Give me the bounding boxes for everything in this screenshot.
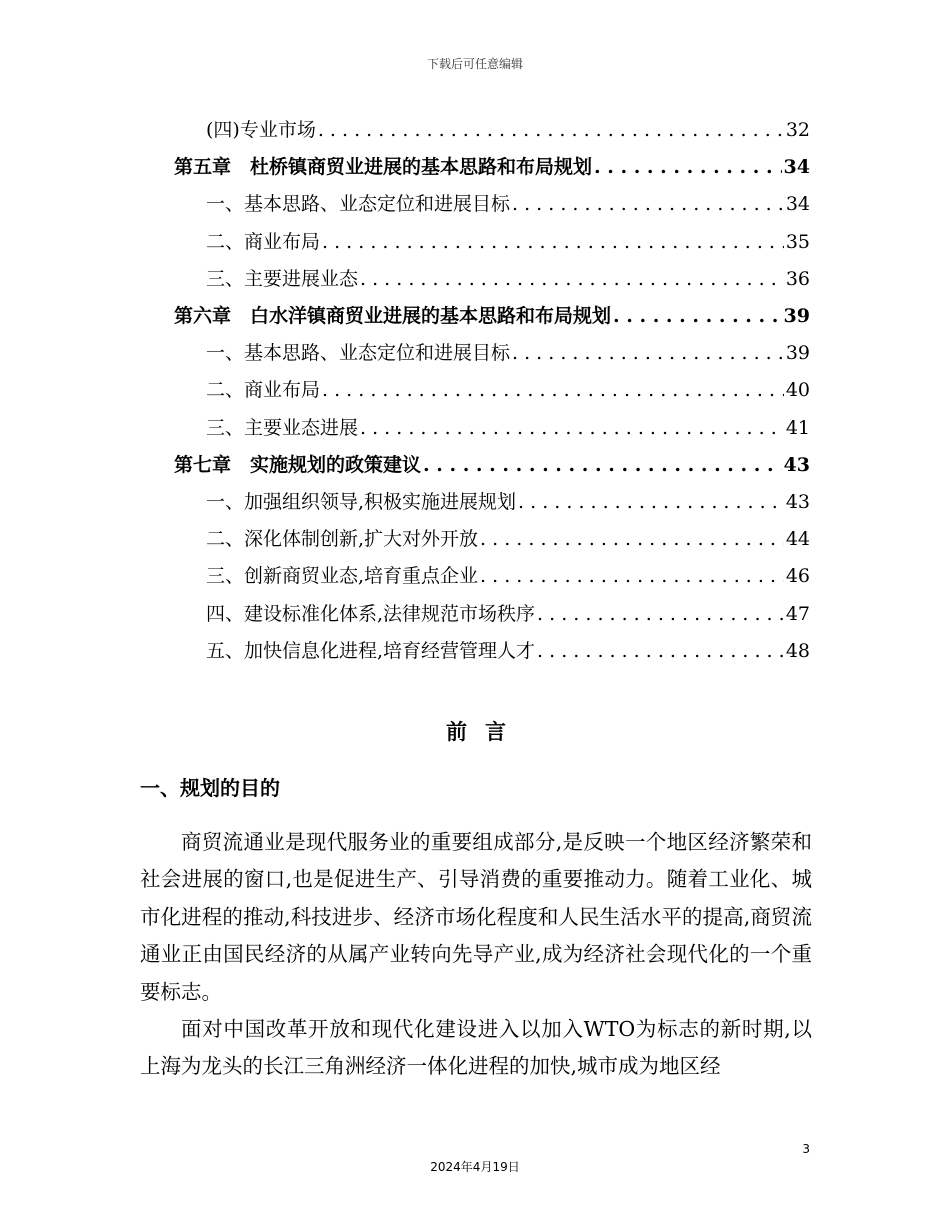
toc-entry-title: (四)专业市场 [206,119,316,141]
preface-body [140,824,812,1086]
toc-entry-title: 三、主要业态进展 [206,416,359,439]
toc-entry-title: 三、主要进展业态 [206,267,359,290]
toc-entry-page: 32 [785,119,810,141]
toc-dot-leader [518,490,784,514]
page-header: 下载后可任意编辑 [426,57,523,71]
toc-entry-title: 第六章 白水洋镇商贸业进展的基本思路和布局规划 [174,305,612,327]
toc-entry-title: 三、创新商贸业态,培育重点企业 [206,565,479,588]
toc-entry-title: 二、商业布局 [206,230,321,253]
toc-entry-page: 46 [785,565,810,588]
toc-section-entry[interactable] [206,365,810,402]
toc-dot-leader [318,118,784,142]
toc-section-entry[interactable] [206,477,810,514]
page-number: 3 [802,1142,810,1156]
toc-dot-leader [512,192,784,216]
toc-entry-page: 39 [785,342,810,365]
toc-dot-leader [537,602,784,626]
toc-entry-page: 39 [783,305,810,327]
paragraph-2: 面对中国改革开放和现代化建设进入以加入WTO为标志的新时期,以上海为龙头的长江三角洲经济一体化进程的加快,城市成为地区经 [140,1017,812,1079]
toc-entry-page: 48 [785,639,810,662]
section-heading: 一、规划的目的 [140,776,280,800]
toc-entry-title: 五、加快信息化进程,培育经营管理人才 [206,639,536,662]
toc-dot-leader [322,378,784,402]
toc-dot-leader [423,453,782,477]
toc-section-entry[interactable] [206,105,810,142]
toc-section-entry[interactable] [206,626,810,663]
toc-entry-title: 第五章 杜桥镇商贸业进展的基本思路和布局规划 [174,156,593,179]
toc-entry-page: 40 [785,379,810,402]
toc-entry-page: 43 [785,491,810,513]
toc-dot-leader [322,230,784,254]
toc-entry-page: 44 [785,528,810,551]
toc-entry-title: 第七章 实施规划的政策建议 [174,453,422,476]
toc-dot-leader [613,304,782,328]
toc-section-entry[interactable] [206,551,810,588]
toc-entry-page: 47 [785,602,810,625]
toc-entry-page: 34 [785,193,810,216]
toc-entry-page: 35 [785,230,810,253]
toc-entry-page: 41 [785,416,810,439]
toc-section-entry[interactable] [206,328,810,365]
toc-entry-title: 一、加强组织领导,积极实施进展规划 [206,491,517,513]
toc-entry-title: 一、基本思路、业态定位和进展目标 [206,342,511,365]
toc-section-entry[interactable] [206,217,810,254]
toc-dot-leader [480,564,784,588]
toc-dot-leader [594,155,782,179]
toc-dot-leader [537,639,784,663]
toc-entry-page: 43 [783,453,810,476]
paragraph-1: 商贸流通业是现代服务业的重要组成部分,是反映一个地区经济繁荣和社会进展的窗口,也是促进生产、引导消费的重要推动力。随着工业化、城市化进程的推动,科技进步、经济市场化程度和人民生活水平的提高,商贸流通业正由国民经济的从属产业转向先导产业,成为经济社会现代化的一个重要标志。 [140,830,812,1004]
toc-section-entry[interactable] [206,589,810,626]
toc-section-entry[interactable] [206,403,810,440]
toc-section-entry[interactable] [206,514,810,551]
toc-entry-title: 二、深化体制创新,扩大对外开放 [206,528,479,551]
toc-chapter-entry[interactable] [174,440,810,477]
toc-entry-title: 一、基本思路、业态定位和进展目标 [206,193,511,216]
toc-chapter-entry[interactable] [174,291,810,328]
toc-section-entry[interactable] [206,179,810,216]
toc-dot-leader [480,527,784,551]
toc-entry-page: 36 [785,267,810,290]
toc-dot-leader [512,341,784,365]
preface-title: 前言 [446,720,524,744]
toc-entry-page: 34 [783,156,810,179]
toc-section-entry[interactable] [206,254,810,291]
toc-entry-title: 二、商业布局 [206,379,321,402]
toc-chapter-entry[interactable] [174,142,810,179]
toc-dot-leader [360,267,784,291]
toc-dot-leader [360,416,784,440]
footer-date: 2024年4月19日 [430,1160,520,1174]
toc-entry-title: 四、建设标准化体系,法律规范市场秩序 [206,602,536,625]
